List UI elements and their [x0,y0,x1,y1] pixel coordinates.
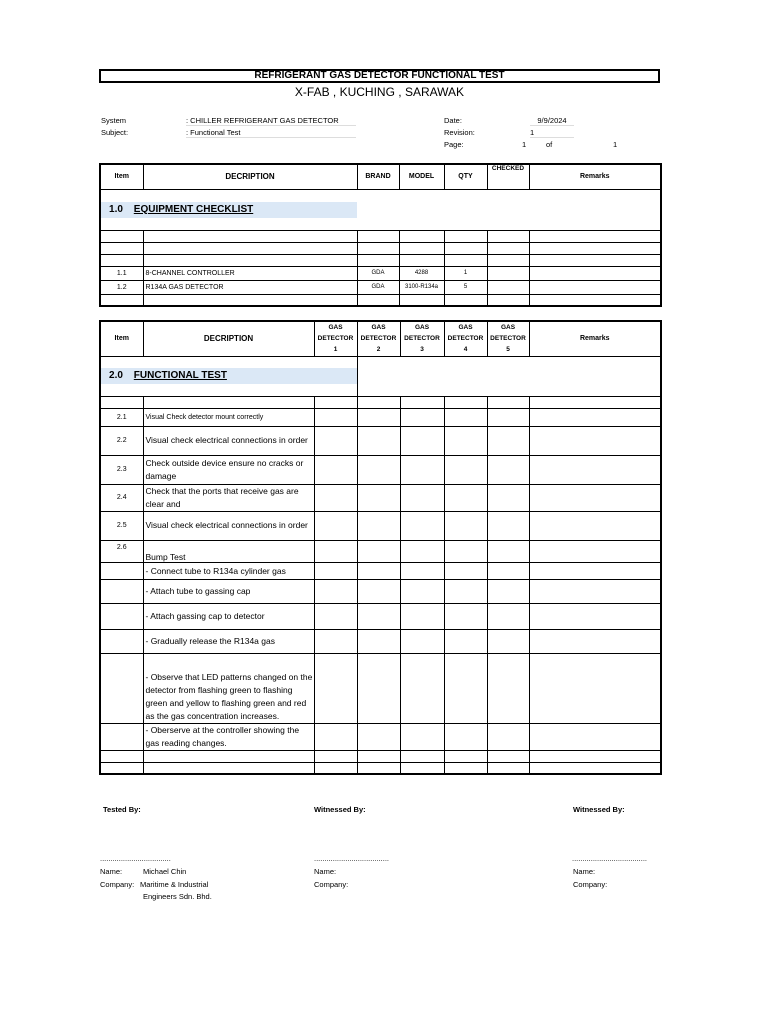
col-gas-detector-4: GAS DETECTOR 4 [444,321,487,356]
col-description-header: DECRIPTION [143,321,314,356]
detector-5-check[interactable] [487,408,529,426]
table-row [100,280,661,294]
col-remarks-header: Remarks [529,164,661,189]
section-2-number: 2.0 [109,370,123,381]
col-item-header: Item [100,321,143,356]
checked-box[interactable] [487,280,529,294]
col-checked-header [487,164,529,189]
item-number: 2.4 [100,484,143,511]
remarks-cell[interactable] [529,408,661,426]
bump-step: - Attach gassing cap to detector [143,603,314,629]
item-number: 2.3 [100,455,143,484]
col-description-header: DECRIPTION [143,164,357,189]
col-model-header: MODEL [399,164,444,189]
detector-1-check[interactable] [314,455,357,484]
detector-5-check[interactable] [487,426,529,455]
remarks-cell[interactable] [529,266,661,280]
functional-test-table [99,320,662,775]
detector-5-check[interactable] [487,511,529,540]
remarks-cell[interactable] [529,280,661,294]
section-1-number: 1.0 [109,203,123,215]
section-2-label: FUNCTIONAL TEST [133,370,227,381]
date-label: Date: [444,116,462,125]
remarks-cell[interactable] [529,455,661,484]
detector-3-check[interactable] [400,408,444,426]
col-gas-detector-3: GAS DETECTOR 3 [400,321,444,356]
revision-value: 1 [530,128,574,138]
bump-step-row [100,603,661,629]
bump-step-row [100,723,661,750]
detector-4-check[interactable] [444,511,487,540]
bump-step-row [100,562,661,579]
table-row [100,540,661,562]
item-number: 2.2 [100,426,143,455]
table-row [100,484,661,511]
name-label: Name: [100,867,123,876]
detector-4-check[interactable] [444,540,487,562]
bump-step-row [100,579,661,603]
page-of: of [546,140,553,149]
bump-step: - Gradually release the R134a gas [143,629,314,653]
remarks-cell[interactable] [529,426,661,455]
item-brand: GDA [357,266,399,280]
bump-step: - Oberserve at the controller showing the gas reading changes. [143,723,314,750]
item-description: Check that the ports that receive gas are clear and [143,484,314,511]
col-gas-detector-5: GAS DETECTOR 5 [487,321,529,356]
item-brand: GDA [357,280,399,294]
item-model: 4288 [399,266,444,280]
detector-1-check[interactable] [314,484,357,511]
detector-2-check[interactable] [357,540,400,562]
bump-step-row [100,629,661,653]
item-description: R134A GAS DETECTOR [143,280,357,294]
table-row [100,266,661,280]
date-value: 9/9/2024 [530,116,574,126]
company-value-line1: Maritime & Industrial [140,880,209,889]
col-brand-header: BRAND [357,164,399,189]
signature-line-3[interactable]: .................................... [572,854,648,863]
detector-5-check[interactable] [487,484,529,511]
bump-step-row [100,653,661,723]
detector-3-check[interactable] [400,484,444,511]
equipment-table [99,163,662,307]
item-model: 3100-R134a [399,280,444,294]
detector-1-check[interactable] [314,511,357,540]
item-number: 1.1 [100,266,143,280]
checked-header-label: CHECKED [491,165,525,172]
item-number: 2.1 [100,408,143,426]
item-description: 8-CHANNEL CONTROLLER [143,266,357,280]
item-number: 1.2 [100,280,143,294]
document-title: REFRIGERANT GAS DETECTOR FUNCTIONAL TEST [254,70,505,81]
detector-1-check[interactable] [314,408,357,426]
detector-3-check[interactable] [400,540,444,562]
item-description: Check outside device ensure no cracks or damage [143,455,314,484]
detector-2-check[interactable] [357,511,400,540]
name-value: Michael Chin [143,867,187,876]
table-row [100,408,661,426]
company-label: Company: [100,880,135,889]
detector-3-check[interactable] [400,511,444,540]
col-qty-header: QTY [444,164,487,189]
detector-2-check[interactable] [357,484,400,511]
item-number: 2.5 [100,511,143,540]
detector-3-check[interactable] [400,426,444,455]
col-gas-detector-1: GAS DETECTOR 1 [314,321,357,356]
company-label-2: Company: [314,880,349,889]
detector-4-check[interactable] [444,484,487,511]
page-label: Page: [444,140,464,149]
name-label-2: Name: [314,867,337,876]
tested-by-label: Tested By: [103,805,141,814]
item-number: 2.6 [100,540,143,562]
section-2-row [100,356,314,396]
witnessed-by-label-1: Witnessed By: [314,805,366,814]
revision-label: Revision: [444,128,475,137]
detector-4-check[interactable] [444,426,487,455]
company-label-3: Company: [573,880,608,889]
signature-line-1[interactable]: .................................. [100,854,171,863]
bump-step: - Connect tube to R134a cylinder gas [143,562,314,579]
name-label-3: Name: [573,867,596,876]
detector-2-check[interactable] [357,408,400,426]
detector-2-check[interactable] [357,426,400,455]
system-label: System [101,116,127,125]
detector-1-check[interactable] [314,426,357,455]
remarks-cell[interactable] [529,484,661,511]
detector-3-check[interactable] [400,455,444,484]
document-subtitle: X-FAB , KUCHING , SARAWAK [294,85,465,99]
item-description: Visual Check detector mount correctly [143,408,314,426]
col-remarks-header: Remarks [529,321,661,356]
item-qty: 1 [444,266,487,280]
detector-1-check[interactable] [314,540,357,562]
col-gas-detector-2: GAS DETECTOR 2 [357,321,400,356]
table-row [100,426,661,455]
detector-5-check[interactable] [487,540,529,562]
item-description: Visual check electrical connections in order [143,426,314,455]
item-description: Bump Test [143,540,314,562]
detector-4-check[interactable] [444,455,487,484]
subject-value: : Functional Test [186,128,356,138]
page-value: 1 [522,140,527,149]
col-item-header: Item [100,164,143,189]
checked-box[interactable] [487,266,529,280]
bump-step: - Attach tube to gassing cap [143,579,314,603]
company-value-line2: Engineers Sdn. Bhd. [143,892,212,901]
detector-4-check[interactable] [444,408,487,426]
bump-step: - Observe that LED patterns changed on the detector from flashing green to flashing green and yellow to flashing green and red as the gas concentration increases. [143,653,314,723]
detector-5-check[interactable] [487,455,529,484]
remarks-cell[interactable] [529,540,661,562]
section-1-row [100,189,399,230]
item-description: Visual check electrical connections in order [143,511,314,540]
item-qty: 5 [444,280,487,294]
table-row [100,455,661,484]
table-row [100,511,661,540]
witnessed-by-label-2: Witnessed By: [573,805,625,814]
page-total: 1 [613,140,618,149]
detector-2-check[interactable] [357,455,400,484]
subject-label: Subject: [101,128,129,137]
remarks-cell[interactable] [529,511,661,540]
signature-line-2[interactable]: .................................... [314,854,390,863]
section-1-label: EQUIPMENT CHECKLIST [133,203,254,215]
system-value: : CHILLER REFRIGERANT GAS DETECTOR [186,116,356,126]
